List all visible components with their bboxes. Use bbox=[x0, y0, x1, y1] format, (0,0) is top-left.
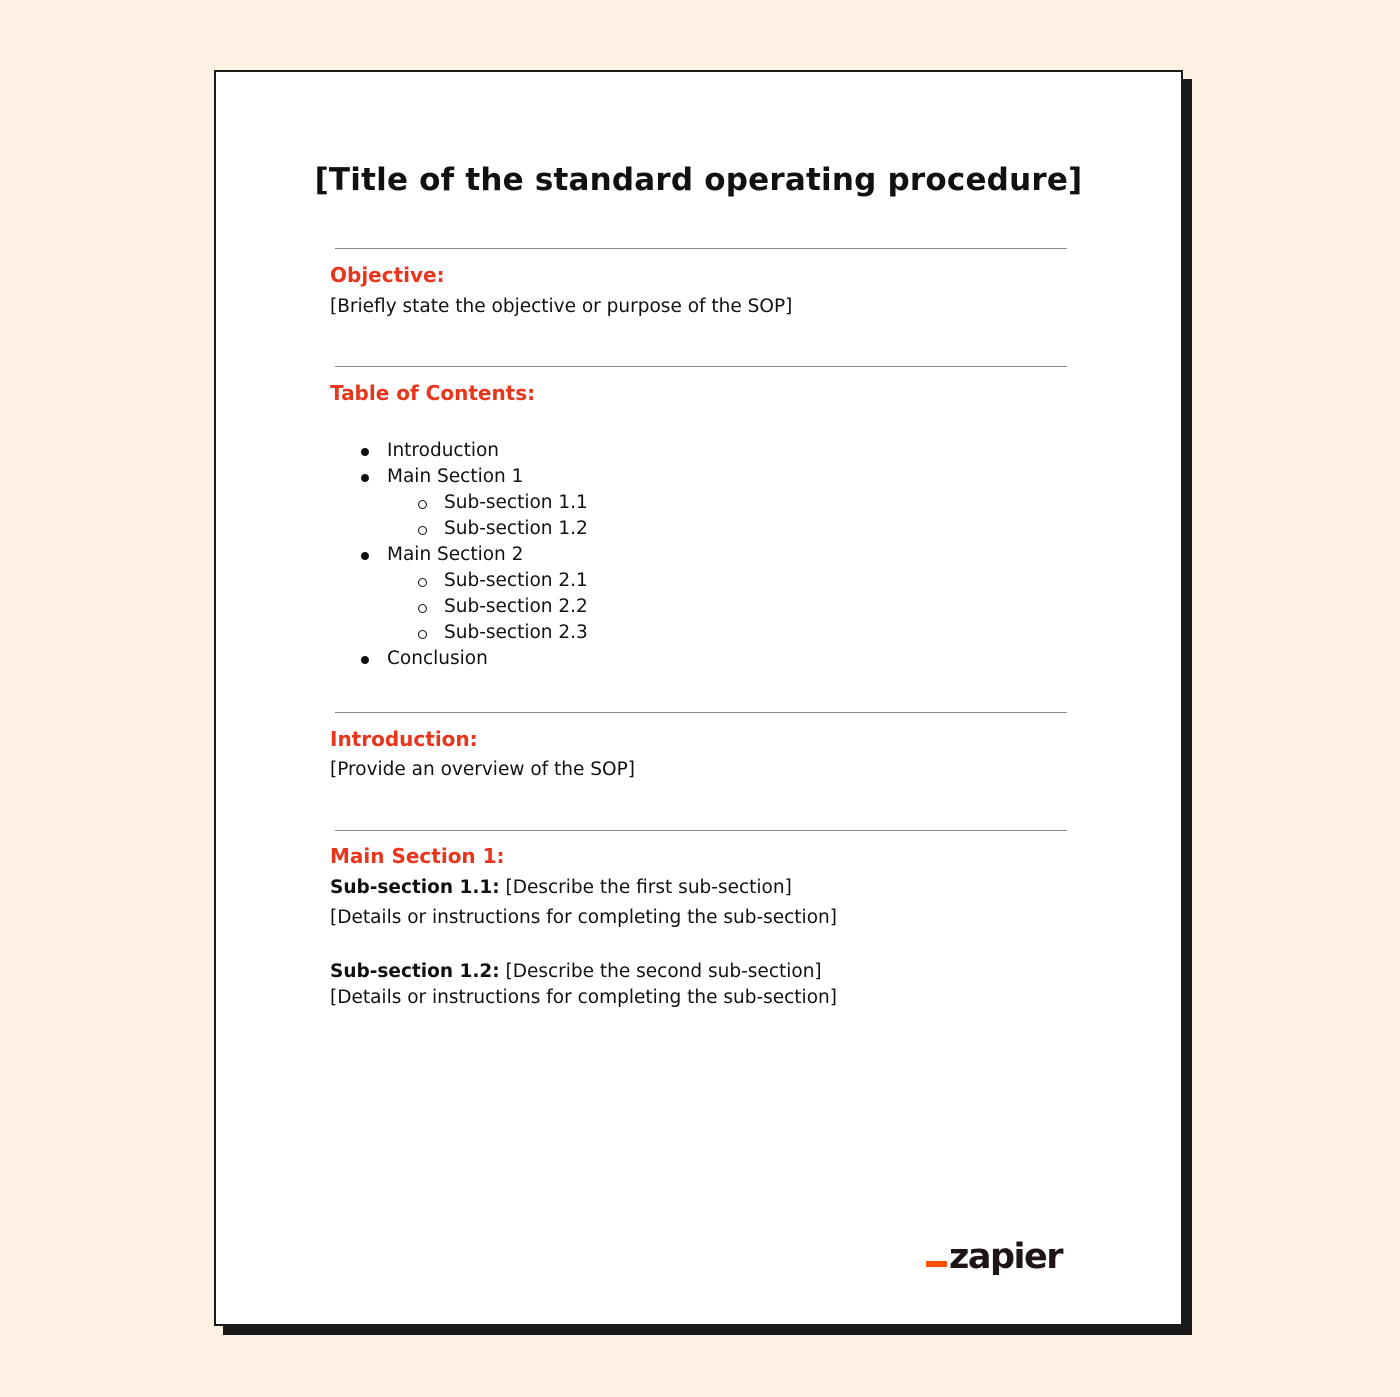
toc-item-label: Main Section 2 bbox=[387, 544, 524, 565]
toc-item-label: Sub-section 2.2 bbox=[444, 596, 588, 617]
main-section-1-heading: Main Section 1: bbox=[330, 844, 505, 868]
sub-section-label: Sub-section 1.1: bbox=[330, 877, 500, 898]
logo-wordmark: zapier bbox=[949, 1237, 1063, 1277]
toc-item-label: Sub-section 1.1 bbox=[444, 492, 588, 513]
sub-section-label: Sub-section 1.2: bbox=[330, 961, 500, 982]
toc-item bbox=[330, 516, 588, 542]
sub-section-description: [Describe the first sub-section] bbox=[499, 877, 792, 898]
toc-item bbox=[330, 438, 588, 464]
bullet-circle-icon bbox=[418, 526, 427, 535]
divider bbox=[335, 830, 1067, 831]
toc-item-label: Conclusion bbox=[387, 648, 488, 669]
bullet-circle-icon bbox=[418, 500, 427, 509]
table-of-contents bbox=[330, 438, 588, 672]
bullet-disc-icon bbox=[361, 552, 369, 560]
bullet-disc-icon bbox=[361, 474, 369, 482]
objective-heading: Objective: bbox=[330, 263, 445, 287]
introduction-heading: Introduction: bbox=[330, 727, 478, 751]
sub-section-details: [Details or instructions for completing the sub-section] bbox=[330, 907, 837, 928]
bullet-circle-icon bbox=[418, 578, 427, 587]
toc-item bbox=[330, 620, 588, 646]
logo-accent-bar bbox=[926, 1261, 947, 1267]
zapier-logo bbox=[926, 1237, 1063, 1277]
divider bbox=[335, 366, 1067, 367]
bullet-disc-icon bbox=[361, 656, 369, 664]
divider bbox=[335, 712, 1067, 713]
sub-section-1-1 bbox=[330, 877, 792, 898]
toc-item bbox=[330, 490, 588, 516]
toc-heading: Table of Contents: bbox=[330, 381, 536, 405]
toc-item-label: Main Section 1 bbox=[387, 466, 524, 487]
sub-section-description: [Describe the second sub-section] bbox=[499, 961, 822, 982]
objective-text: [Briefly state the objective or purpose of the SOP] bbox=[330, 296, 793, 317]
toc-item bbox=[330, 464, 588, 490]
bullet-circle-icon bbox=[418, 604, 427, 613]
divider bbox=[335, 248, 1067, 249]
bullet-circle-icon bbox=[418, 630, 427, 639]
sub-section-1-2 bbox=[330, 961, 822, 982]
toc-item bbox=[330, 568, 588, 594]
document-page bbox=[214, 70, 1183, 1326]
toc-item-label: Sub-section 2.1 bbox=[444, 570, 588, 591]
bullet-disc-icon bbox=[361, 448, 369, 456]
toc-item-label: Sub-section 1.2 bbox=[444, 518, 588, 539]
toc-item-label: Sub-section 2.3 bbox=[444, 622, 588, 643]
toc-item bbox=[330, 542, 588, 568]
document-title: [Title of the standard operating procedure] bbox=[314, 162, 1083, 198]
introduction-text: [Provide an overview of the SOP] bbox=[330, 759, 635, 780]
toc-item bbox=[330, 594, 588, 620]
toc-item bbox=[330, 646, 588, 672]
toc-item-label: Introduction bbox=[387, 440, 500, 461]
sub-section-details: [Details or instructions for completing the sub-section] bbox=[330, 987, 837, 1008]
